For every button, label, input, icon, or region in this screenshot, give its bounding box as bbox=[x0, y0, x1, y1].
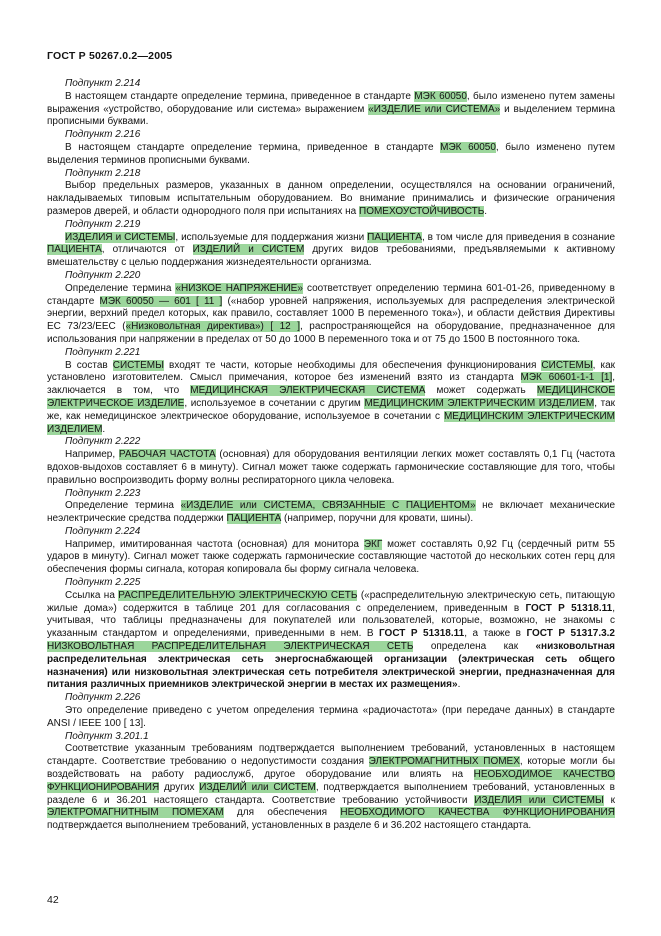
text-run: других видов требованиями, предъявляемыми к активному вмешательству с целью поддержания жизнедеятельности организма. bbox=[47, 244, 615, 269]
text-run: Определение термина bbox=[65, 500, 181, 512]
text-run: входят те части, которые необходимы для обеспечения функционирования bbox=[164, 359, 542, 371]
bold-term: «низковольтная распределительная электрическая сеть энергоснабжающей организации (электрическая сеть общего назначения) или низковольтная электрическая сеть потребителя электрической энергии, предназначенная для питания различных приемников электрической энергии в местах их размещения» bbox=[47, 641, 616, 691]
bold-term: ГОСТ Р 51318.11 bbox=[379, 628, 465, 640]
text-run: не включает механические неэлектрические средства поддержки bbox=[47, 500, 616, 525]
text-run: , было изменено путем замены выражения «устройство, оборудование или система» выражением bbox=[47, 90, 615, 115]
paragraph-text bbox=[47, 705, 615, 731]
highlighted-term: «ИЗДЕЛИЕ или СИСТЕМА, СВЯЗАННЫЕ С ПАЦИЕНТОМ» bbox=[180, 500, 476, 512]
text-run: (основная) для оборудования вентиляции легких может составлять 0,1 Гц (частота вдохов-выдохов составляет 6 в минуту). Сигнал может также содержать гармонические составляющие для того, чтобы правильно воспроизводить форму волны респираторного цикла человека. bbox=[47, 449, 616, 486]
highlighted-term: МЕДИЦИНСКАЯ ЭЛЕКТРИЧЕСКАЯ СИСТЕМА bbox=[190, 385, 426, 397]
text-run: В настоящем стандарте определение термина, приведенное в стандарте bbox=[65, 141, 441, 153]
text-run: Ссылка на bbox=[65, 589, 119, 601]
highlighted-term: ИЗДЕЛИЯ и СИСТЕМЫ bbox=[65, 231, 176, 243]
text-run: Например, имитированная частота (основная) для монитора bbox=[65, 538, 364, 550]
highlighted-term: ПАЦИЕНТА bbox=[47, 244, 102, 256]
highlighted-term: МЭК 60050 bbox=[440, 141, 496, 153]
text-run: . bbox=[457, 679, 461, 691]
paragraph-text bbox=[47, 91, 615, 129]
highlighted-term: ЭЛЕКТРОМАГНИТНЫХ ПОМЕХ bbox=[368, 756, 520, 768]
text-run: определена как bbox=[413, 641, 536, 653]
text-run: и выделением термина прописными буквами. bbox=[47, 103, 616, 128]
text-run: может составлять 0,92 Гц (сердечный ритм 55 ударов в минуту). Сигнал может также содержать гармонические составляющие частотой до нескольких сотен герц для обеспечения формы сигнала, которая копировала бы форму сигнала человека. bbox=[47, 538, 615, 576]
text-run: может содержать bbox=[425, 385, 537, 397]
text-run: , используемое в сочетании с другим bbox=[184, 397, 365, 409]
subpoint-label: Подпункт 2.220 bbox=[65, 269, 141, 281]
highlighted-term: МЕДИЦИНСКИМ ЭЛЕКТРИЧЕСКИМ ИЗДЕЛИЕМ bbox=[364, 397, 595, 409]
highlighted-term: РАБОЧАЯ ЧАСТОТА bbox=[118, 449, 216, 461]
highlighted-term: МЭК 60050 bbox=[414, 90, 467, 102]
text-run: . bbox=[484, 205, 488, 217]
subpoint-label: Подпункт 2.221 bbox=[65, 346, 141, 358]
paragraph-text bbox=[47, 232, 615, 270]
bold-term: ГОСТ Р 51317.3.2 bbox=[526, 628, 615, 640]
highlighted-term: ЭЛЕКТРОМАГНИТНЫМ ПОМЕХАМ bbox=[47, 807, 224, 819]
subpoint-label: Подпункт 2.214 bbox=[65, 78, 141, 89]
paragraph-text bbox=[47, 743, 615, 833]
text-run: Это определение приведено с учетом определения термина «радиочастота» (при передаче данных) в стандарте ANSI / IEEE 100 [ 13]. bbox=[47, 705, 615, 729]
text-run: подтверждается выполнением требований, установленных в разделе 6 и 36.202 настоящего стандарта. bbox=[47, 820, 532, 832]
highlighted-term: РАСПРЕДЕЛИТЕЛЬНУЮ ЭЛЕКТРИЧЕСКУЮ СЕТЬ bbox=[118, 589, 358, 601]
text-run: , отличаются от bbox=[101, 244, 193, 256]
text-run: , которые могли бы воздействовать на работу радиослужб, другое оборудование или влиять на bbox=[47, 756, 616, 781]
highlighted-term: ИЗДЕЛИЯ или СИСТЕМЫ bbox=[474, 794, 604, 806]
subpoint-label: Подпункт 2.216 bbox=[65, 129, 141, 141]
paragraph-text bbox=[47, 590, 615, 692]
text-run: Выбор предельных размеров, указанных в данном определении, осуществлялся на основании ограничений, накладываемых типовым испытательным оборудованием. Во внимание принимались и физические ограничения размеров дверей, и области однородного поля при испытаниях на bbox=[47, 180, 615, 217]
text-run: для обеспечения bbox=[223, 807, 341, 819]
highlighted-term: «НИЗКОЕ НАПРЯЖЕНИЕ» bbox=[175, 282, 303, 294]
paragraph-text bbox=[47, 500, 615, 526]
highlighted-term: «Низковольтная директива») [ 12 ] bbox=[125, 321, 300, 333]
highlighted-term: МЭК 60601-1-1 [1] bbox=[520, 372, 613, 384]
text-run: , а также в bbox=[464, 628, 527, 640]
highlighted-term: ПАЦИЕНТА bbox=[226, 513, 282, 525]
subpoint-label: Подпункт 2.225 bbox=[65, 577, 141, 589]
bold-term: ГОСТ Р 51318.11 bbox=[525, 602, 613, 614]
text-run: . bbox=[102, 423, 106, 435]
text-run: , как установлено изготовителем. Смысл примечания, которое без изменений взято из стандарта bbox=[47, 359, 616, 384]
highlighted-term: СИСТЕМЫ bbox=[112, 359, 164, 371]
text-run: , так же, как немедицинское электрическое оборудование, используемое в сочетании с bbox=[47, 397, 616, 422]
text-run: («распределительную электрическую сеть, питающую жилые дома») содержится в таблице 201 для согласования с определением, приведенным в bbox=[47, 589, 616, 614]
highlighted-term: МЭК 60050 — 601 [ 11 ] bbox=[99, 295, 223, 307]
text-run: Соответствие указанным требованиям подтверждается выполнением требований, установленных в настоящем стандарте. Соответствие требованию о недопустимости создания bbox=[47, 743, 615, 768]
highlighted-term: ИЗДЕЛИЙ или СИСТЕМ bbox=[199, 781, 316, 793]
subpoint-label: Подпункт 3.201.1 bbox=[65, 730, 149, 742]
highlighted-term: СИСТЕМЫ bbox=[541, 359, 593, 371]
text-run: Определение термина bbox=[65, 282, 176, 294]
text-run: («набор уровней напряжения, используемых для распределения электрической энергии, верхний предел которых, как правило, составляет 1000 В переменного тока»), и области действия Директивы ЕС 73/23/ЕЕС ( bbox=[47, 295, 615, 333]
highlighted-term: ПАЦИЕНТА bbox=[367, 231, 422, 243]
text-run: , распространяющейся на оборудование, предназначенное для использования при напряжении в пределах от 50 до 1000 В переменного тока и от 75 до 1500 В постоянного тока. bbox=[47, 321, 615, 345]
text-run: , используемые для поддержания жизни bbox=[175, 231, 368, 243]
text-run: , учитывая, что таблицы предназначены для покупателей или пользователей, которые, возможно, не знакомы с указанным стандартом и определениями, приведенными в нем. В bbox=[47, 602, 616, 640]
highlighted-term: МЕДИЦИНСКОЕ ЭЛЕКТРИЧЕСКОЕ ИЗДЕЛИЕ bbox=[47, 385, 615, 409]
subpoint-label: Подпункт 2.226 bbox=[65, 692, 141, 704]
highlighted-term: НЕОБХОДИМОЕ КАЧЕСТВО ФУНКЦИОНИРОВАНИЯ bbox=[47, 769, 615, 793]
paragraph-text bbox=[47, 539, 615, 577]
page-number: 42 bbox=[47, 894, 59, 906]
text-run: (например, поручни для кровати, шины). bbox=[281, 513, 474, 525]
paragraph-text bbox=[47, 360, 615, 437]
text-run: других bbox=[159, 781, 200, 793]
paragraph-text bbox=[47, 180, 615, 218]
subpoint-label: Подпункт 2.223 bbox=[65, 487, 141, 499]
text-run: В состав bbox=[65, 359, 113, 371]
text-run: , было изменено путем выделения терминов прописными буквами. bbox=[47, 141, 615, 166]
subpoint-label: Подпункт 2.218 bbox=[65, 167, 141, 179]
highlighted-term: ПОМЕХОУСТОЙЧИВОСТЬ bbox=[359, 205, 485, 217]
highlighted-term: ИЗДЕЛИЙ и СИСТЕМ bbox=[192, 244, 305, 256]
paragraph-text bbox=[47, 283, 615, 347]
text-run: В настоящем стандарте определение термина, приведенное в стандарте bbox=[65, 90, 415, 102]
paragraph-text bbox=[47, 142, 615, 168]
document-body bbox=[47, 78, 615, 833]
subpoint-label: Подпункт 2.224 bbox=[65, 525, 141, 537]
highlighted-term: ЭКГ bbox=[363, 538, 383, 550]
paragraph-text bbox=[47, 449, 615, 487]
highlighted-term: МЕДИЦИНСКИМ ЭЛЕКТРИЧЕСКИМ ИЗДЕЛИЕМ bbox=[47, 410, 616, 435]
text-run: , подтверждается выполнением требований, установленных в разделе 6 и 36.201 настоящего стандарта. Соответствие требованию устойчивости bbox=[47, 781, 615, 806]
highlighted-term: «ИЗДЕЛИЕ или СИСТЕМА» bbox=[368, 103, 501, 115]
text-run: соответствует определению термина 601-01-26, приведенному в стандарте bbox=[47, 282, 615, 307]
document-header-title: ГОСТ Р 50267.0.2—2005 bbox=[47, 50, 173, 62]
subpoint-label: Подпункт 2.222 bbox=[65, 436, 141, 448]
highlighted-term: НЕОБХОДИМОГО КАЧЕСТВА ФУНКЦИОНИРОВАНИЯ bbox=[340, 807, 615, 819]
highlighted-term: НИЗКОВОЛЬТНАЯ РАСПРЕДЕЛИТЕЛЬНАЯ ЭЛЕКТРИЧЕСКАЯ СЕТЬ bbox=[47, 641, 414, 653]
text-run: , заключается в том, что bbox=[47, 372, 616, 397]
text-run: к bbox=[603, 794, 615, 806]
subpoint-label: Подпункт 2.219 bbox=[65, 218, 141, 230]
text-run: , в том числе для приведения в сознание bbox=[421, 231, 616, 243]
text-run: Например, bbox=[65, 449, 119, 461]
